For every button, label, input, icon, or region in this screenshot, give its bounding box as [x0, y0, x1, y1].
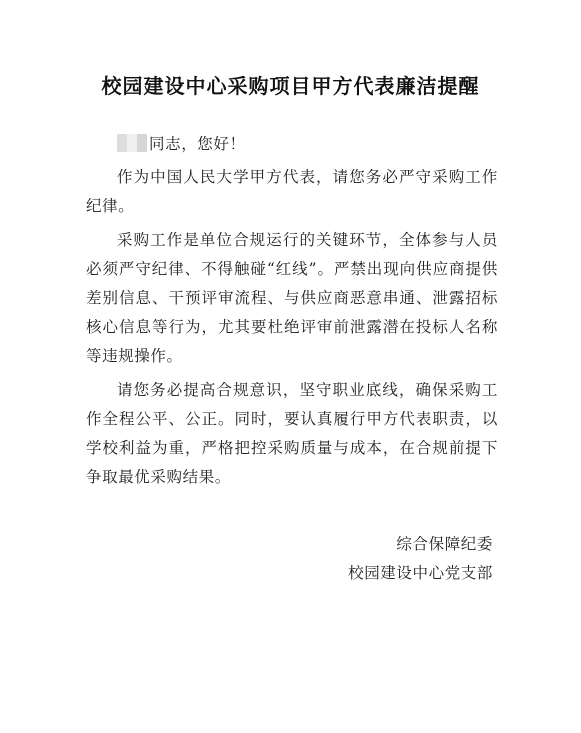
signature-block	[348, 530, 493, 588]
signature-org-2: 校园建设中心党支部	[348, 564, 493, 582]
greeting-line	[86, 130, 498, 159]
greeting-text: 同志，您好！	[149, 135, 246, 153]
paragraph-2: 采购工作是单位合规运行的关键环节，全体参与人员必须严守纪律、不得触碰“红线”。严禁出现向供应商提供差别信息、干预评审流程、与供应商恶意串通、泄露招标核心信息等行为，尤其要杜绝评审前泄露潜在投标人名称等违规操作。	[86, 230, 498, 366]
signature-org-1: 综合保障纪委	[396, 535, 493, 553]
document-title: 校园建设中心采购项目甲方代表廉洁提醒	[101, 74, 480, 98]
redacted-name	[117, 134, 147, 152]
paragraph-3: 请您务必提高合规意识，坚守职业底线，确保采购工作全程公平、公正。同时，要认真履行甲方代表职责，以学校利益为重，严格把控采购质量与成本，在合规前提下争取最优采购结果。	[86, 380, 498, 487]
paragraph-1: 作为中国人民大学甲方代表，请您务必严守采购工作纪律。	[86, 168, 498, 216]
document-body	[86, 130, 498, 496]
